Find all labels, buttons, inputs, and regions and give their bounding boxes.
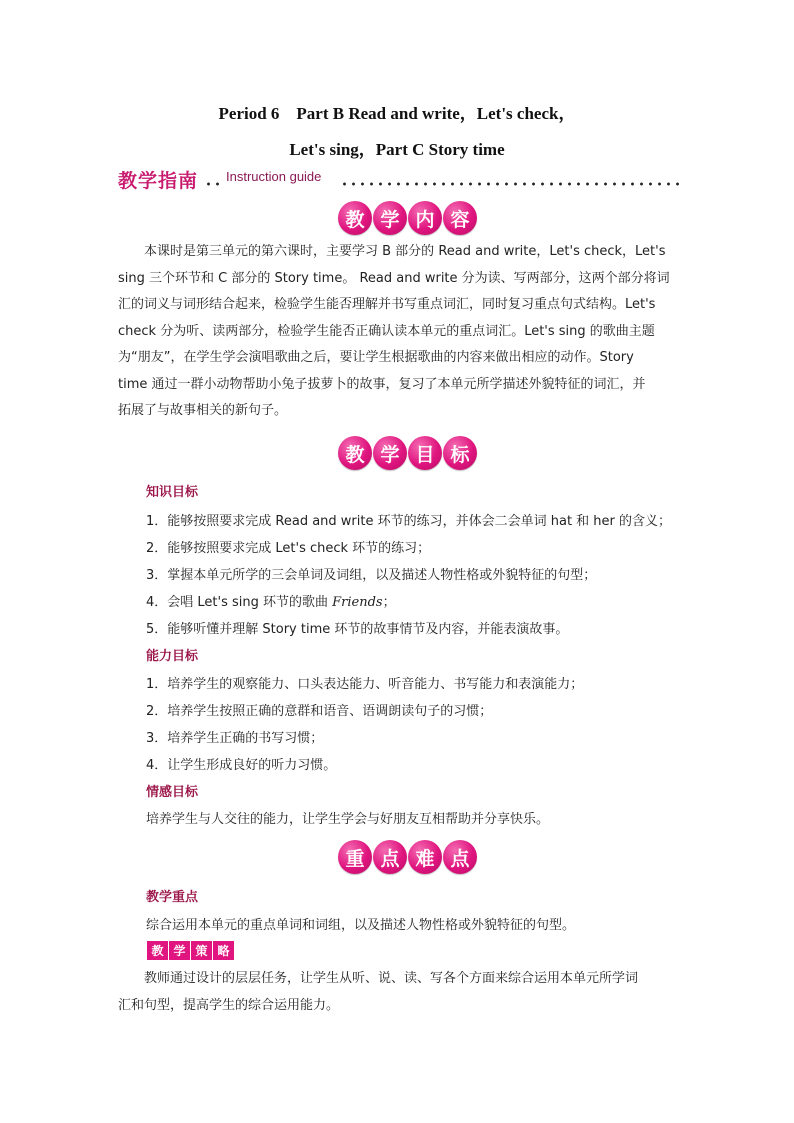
knowledge-item-1: 1．能够按照要求完成 Read and write 环节的练习，并体会二会单词 hat 和 her 的含义； [146,514,672,529]
badge-key-difficult-points [338,840,477,874]
emotion-goals-heading: 情感目标 [146,785,199,800]
badge-char: 策 [191,941,212,960]
knowledge-item-5: 5．能够听懂并理解 Story time 环节的故事情节及内容，并能表演故事。 [146,622,569,637]
intro-line: 汇的词义与词形结合起来，检验学生能否理解并书写重点词汇，同时复习重点句式结构。Let's [118,297,656,312]
knowledge-item-4-end: ； [382,595,396,610]
knowledge-item-4-text: 4．会唱 Let's sing 环节的歌曲 [146,595,333,610]
badge-char: 容 [443,201,477,235]
ability-item-2: 2．培养学生按照正确的意群和语音、语调朗读句子的习惯； [146,704,493,719]
ability-goals-heading: 能力目标 [146,649,199,664]
knowledge-item-4 [146,591,396,610]
badge-char: 目 [408,436,442,470]
key-point-text: 综合运用本单元的重点单词和词组，以及描述人物性格或外貌特征的句型。 [146,918,576,933]
ability-item-4: 4．让学生形成良好的听力习惯。 [146,758,337,773]
intro-line: time 通过一群小动物帮助小兔子拔萝卜的故事，复习了本单元所学描述外貌特征的词汇，并 [118,376,646,392]
key-point-heading: 教学重点 [146,890,199,905]
badge-char: 点 [373,840,407,874]
badge-teaching-goals [338,436,477,470]
intro-line: sing 三个环节和 C 部分的 Story time。 Read and write 分为读、写两部分，这两个部分将词 [118,270,670,286]
badge-char: 教 [147,941,168,960]
dotted-divider-left [204,182,222,186]
strategy-paragraph [118,966,676,1019]
badge-char: 教 [338,436,372,470]
strategy-line: 教师通过设计的层层任务，让学生从听、说、读、写各个方面来综合运用本单元所学词 [144,971,639,986]
intro-line: check 分为听、读两部分，检验学生能否正确认读本单元的重点词汇。Let's sing 的歌曲主题 [118,323,655,339]
badge-char: 点 [443,840,477,874]
badge-char: 学 [373,201,407,235]
badge-char: 重 [338,840,372,874]
title-line-2: Let's sing，Part C Story time [289,140,505,159]
song-title: Friends [332,595,383,610]
ability-item-3: 3．培养学生正确的书写习惯； [146,731,324,746]
intro-paragraph [118,239,676,425]
knowledge-goals-heading: 知识目标 [146,485,199,500]
intro-line: 为“朋友”，在学生学会演唱歌曲之后，要让学生根据歌曲的内容来做出相应的动作。Story [118,350,634,365]
knowledge-item-3: 3．掌握本单元所学的三会单词及词组，以及描述人物性格或外貌特征的句型； [146,568,597,583]
title-line-1: Period 6 Part B Read and write，Let's check， [218,104,576,123]
guide-title-en: Instruction guide [226,169,322,184]
intro-line: 本课时是第三单元的第六课时，主要学习 B 部分的 Read and write，Let's check，Let's [144,244,666,259]
dotted-divider [340,182,684,186]
ability-item-1: 1．培养学生的观察能力、口头表达能力、听音能力、书写能力和表演能力； [146,677,584,692]
badge-teaching-content [338,201,477,235]
knowledge-item-2: 2．能够按照要求完成 Let's check 环节的练习； [146,541,431,556]
guide-title-cn: 教学指南 [118,170,199,192]
badge-char: 内 [408,201,442,235]
badge-char: 标 [443,436,477,470]
badge-char: 教 [338,201,372,235]
badge-char: 难 [408,840,442,874]
badge-char: 学 [169,941,190,960]
strategy-line: 汇和句型，提高学生的综合运用能力。 [118,997,340,1013]
badge-char: 略 [213,941,234,960]
badge-teaching-strategy [147,941,234,960]
emotion-text: 培养学生与人交往的能力，让学生学会与好朋友互相帮助并分享快乐。 [146,812,550,827]
badge-char: 学 [373,436,407,470]
intro-line: 拓展了与故事相关的新句子。 [118,403,288,418]
instruction-guide-header [118,164,684,192]
